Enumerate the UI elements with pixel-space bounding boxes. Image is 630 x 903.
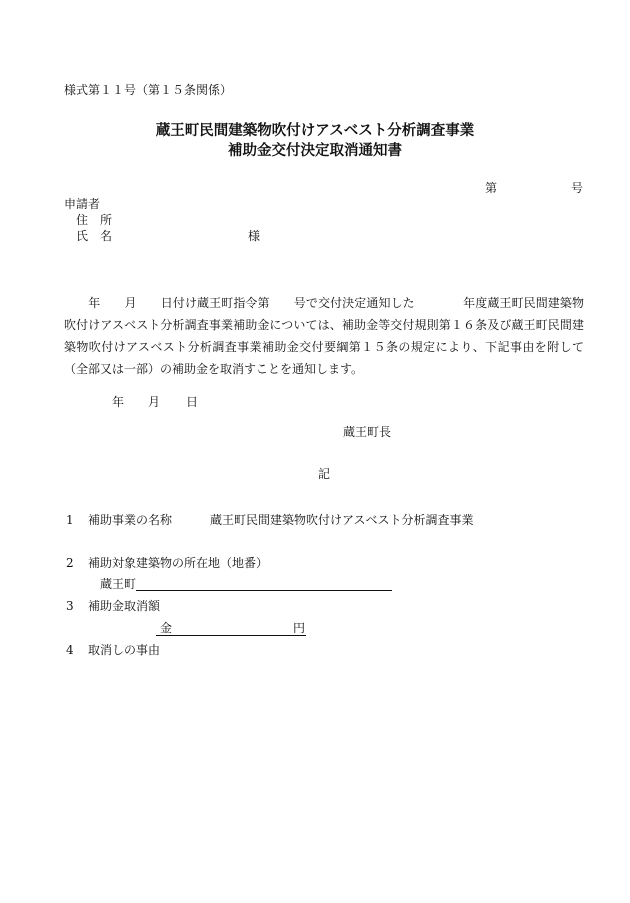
- address-label: 住 所: [76, 213, 113, 227]
- honorific: 様: [248, 229, 261, 243]
- item-2-number: 2: [66, 556, 74, 570]
- name-label: 氏 名: [76, 229, 113, 243]
- document-title-line2: 補助金交付決定取消通知書: [228, 143, 402, 159]
- item-3-number: 3: [66, 599, 74, 613]
- item-1-label: 補助事業の名称: [88, 513, 173, 527]
- number-prefix: 第: [485, 181, 498, 195]
- item-4-label: 取消しの事由: [88, 643, 161, 657]
- item-4-number: 4: [66, 643, 74, 657]
- item-3-kin: 金: [160, 621, 173, 635]
- form-label: 様式第１１号（第１５条関係）: [64, 83, 233, 97]
- item-3-yen: 円: [293, 621, 306, 635]
- number-suffix: 号: [571, 181, 584, 195]
- date-day: 日: [186, 395, 199, 409]
- item-1-value: 蔵王町民間建築物吹付けアスベスト分析調査事業: [210, 513, 474, 527]
- applicant-label: 申請者: [64, 197, 101, 211]
- ki-heading: 記: [318, 467, 331, 481]
- item-2-label: 補助対象建築物の所在地（地番）: [88, 556, 269, 570]
- item-2-address-underline: [136, 590, 392, 591]
- issuer-name: 蔵王町長: [343, 425, 392, 439]
- document-title-line1: 蔵王町民間建築物吹付けアスベスト分析調査事業: [155, 123, 475, 139]
- notice-body-paragraph: 年 月 日付け蔵王町指令第 号で交付決定通知した 年度蔵王町民間建築物吹付けアスベスト分析調査事業補助金については、補助金等交付規則第１６条及び蔵王町民間建築物吹付けアスベスト分析調査事業補助金交付要綱第１５条の規定により、下記事由を附して（全部又は一部）の補助金を取消すことを通知します。: [64, 296, 584, 376]
- date-year: 年: [112, 395, 125, 409]
- item-1-number: 1: [66, 513, 74, 527]
- item-3-label: 補助金取消額: [88, 599, 161, 613]
- item-2-value-prefix: 蔵王町: [100, 577, 137, 591]
- item-3-amount-underline: [156, 635, 306, 636]
- date-month: 月: [148, 395, 161, 409]
